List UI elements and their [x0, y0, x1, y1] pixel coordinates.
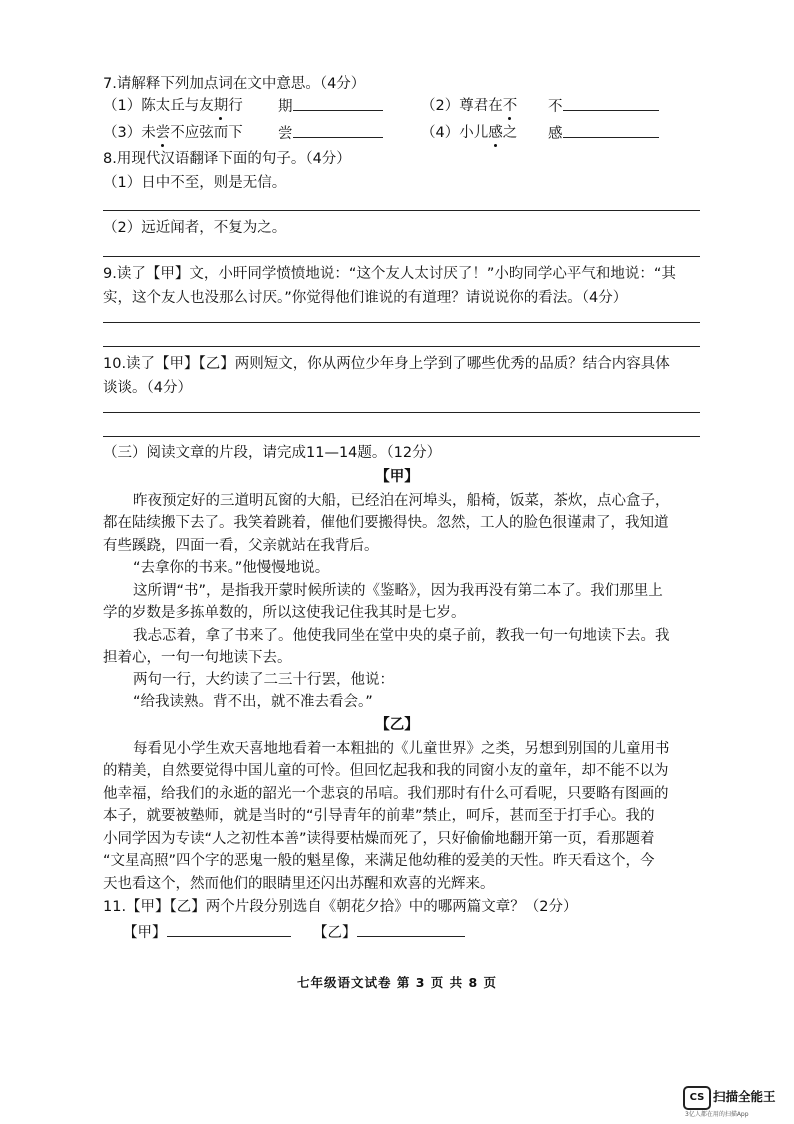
jia-line-1: 昨夜预定好的三道明瓦窗的大船，已经泊在河埠头，船椅，饭菜，茶炊，点心盒子，: [133, 493, 670, 509]
q9-answer-line-1[interactable]: [103, 322, 700, 323]
yi-line-1: 每看见小学生欢天喜地地看着一本粗拙的《儿童世界》之类，另想到别国的儿童用书: [133, 741, 670, 757]
q8-sentence-1: （1）日中不至，则是无信。: [103, 175, 287, 191]
q9-answer-line-2[interactable]: [103, 346, 700, 347]
q9-line-1: 9.读了【甲】文，小旰同学愤愤地说：“这个友人太讨厌了！”小昀同学心平气和地说：“其: [103, 266, 676, 282]
q11-answer-jia[interactable]: 【甲】: [123, 922, 291, 943]
q7-answer-1[interactable]: 期: [278, 96, 383, 117]
section3-title: （三）阅读文章的片段，请完成11—14题。（12分）: [103, 445, 442, 461]
q7-item-3: （3）未尝不应弦而下: [103, 125, 243, 141]
q10-line-2: 谈谈。（4分）: [103, 380, 192, 396]
yi-line-6: “文星高照”四个字的恶鬼一般的魁星像，来满足他幼稚的爱美的天性。昨天看这个，今: [103, 853, 655, 869]
jia-line-4: “去拿你的书来。”他慢慢地说。: [133, 560, 330, 576]
q8-answer-line-2[interactable]: [103, 256, 700, 257]
camscanner-logo-icon: CS: [683, 1086, 711, 1110]
q7-answer-2[interactable]: 不: [548, 96, 659, 117]
jia-line-2: 都在陆续搬下去了。我笑着跳着，催他们要搬得快。忽然，工人的脸色很谨肃了，我知道: [103, 515, 669, 531]
yi-line-2: 的精美，自然要觉得中国儿童的可怜。但回忆起我和我的同窗小友的童年，却不能不以为: [103, 763, 669, 779]
q7-item-1: （1）陈太丘与友期行: [103, 98, 243, 114]
q10-line-1: 10.读了【甲】【乙】两则短文，你从两位少年身上学到了哪些优秀的品质？结合内容具体: [103, 356, 670, 372]
passage-jia-header: 【甲】: [375, 469, 419, 485]
q10-answer-line-1[interactable]: [103, 412, 700, 413]
q7-item-4: （4）小儿感之: [421, 125, 518, 141]
q8-sentence-2: （2）远近闻者，不复为之。: [103, 220, 287, 236]
q7-answer-3[interactable]: 尝: [278, 123, 383, 144]
q7-title: 7.请解释下列加点词在文中意思。（4分）: [103, 76, 366, 92]
q11-answer-yi[interactable]: 【乙】: [313, 922, 465, 943]
q7-answer-4[interactable]: 感: [548, 123, 659, 144]
scanner-watermark: [683, 1085, 783, 1121]
jia-line-7: 我忐忑着，拿了书来了。他使我同坐在堂中央的桌子前，教我一句一句地读下去。我: [133, 628, 670, 644]
yi-line-4: 本子，就要被塾师，就是当时的“引导青年的前辈”禁止，呵斥，甚而至于打手心。我的: [103, 808, 655, 824]
yi-line-5: 小同学因为专读“人之初性本善”读得要枯燥而死了，只好偷偷地翻开第一页，看那题着: [103, 831, 655, 847]
q8-title: 8.用现代汉语翻译下面的句子。（4分）: [103, 151, 351, 167]
jia-line-8: 担着心，一句一句地读下去。: [103, 650, 292, 666]
passage-yi-header: 【乙】: [375, 717, 419, 733]
jia-line-10: “给我读熟。背不出，就不准去看会。”: [133, 694, 373, 710]
q9-line-2: 实，这个友人也没那么讨厌。”你觉得他们谁说的有道理？请说说你的看法。（4分）: [103, 290, 628, 306]
jia-line-9: 两句一行，大约读了二三十行罢，他说：: [133, 672, 394, 688]
q10-answer-line-2[interactable]: [103, 436, 700, 437]
page-footer: 七年级语文试卷 第 3 页 共 8 页: [296, 975, 497, 990]
q8-answer-line-1[interactable]: [103, 210, 700, 211]
jia-line-5: 这所谓“书”，是指我开蒙时候所读的《鉴略》，因为我再没有第二本了。我们那里上: [133, 583, 663, 599]
watermark-subtitle: 3亿人都在用的扫描App: [685, 1111, 749, 1118]
q7-item-2: （2）尊君在不: [421, 98, 518, 114]
jia-line-3: 有些蹊跷，四面一看，父亲就站在我背后。: [103, 538, 379, 554]
q11-title: 11.【甲】【乙】两个片段分别选自《朝花夕拾》中的哪两篇文章？（2分）: [103, 899, 578, 915]
jia-line-6: 学的岁数是多拣单数的，所以这使我记住我其时是七岁。: [103, 605, 466, 621]
yi-line-3: 他幸福，给我们的永逝的韶光一个悲哀的吊唁。我们那时有什么可看呢，只要略有图画的: [103, 786, 669, 802]
watermark-name: 扫描全能王: [713, 1089, 776, 1104]
yi-line-7: 天也看这个，然而他们的眼睛里还闪出苏醒和欢喜的光辉来。: [103, 876, 495, 892]
